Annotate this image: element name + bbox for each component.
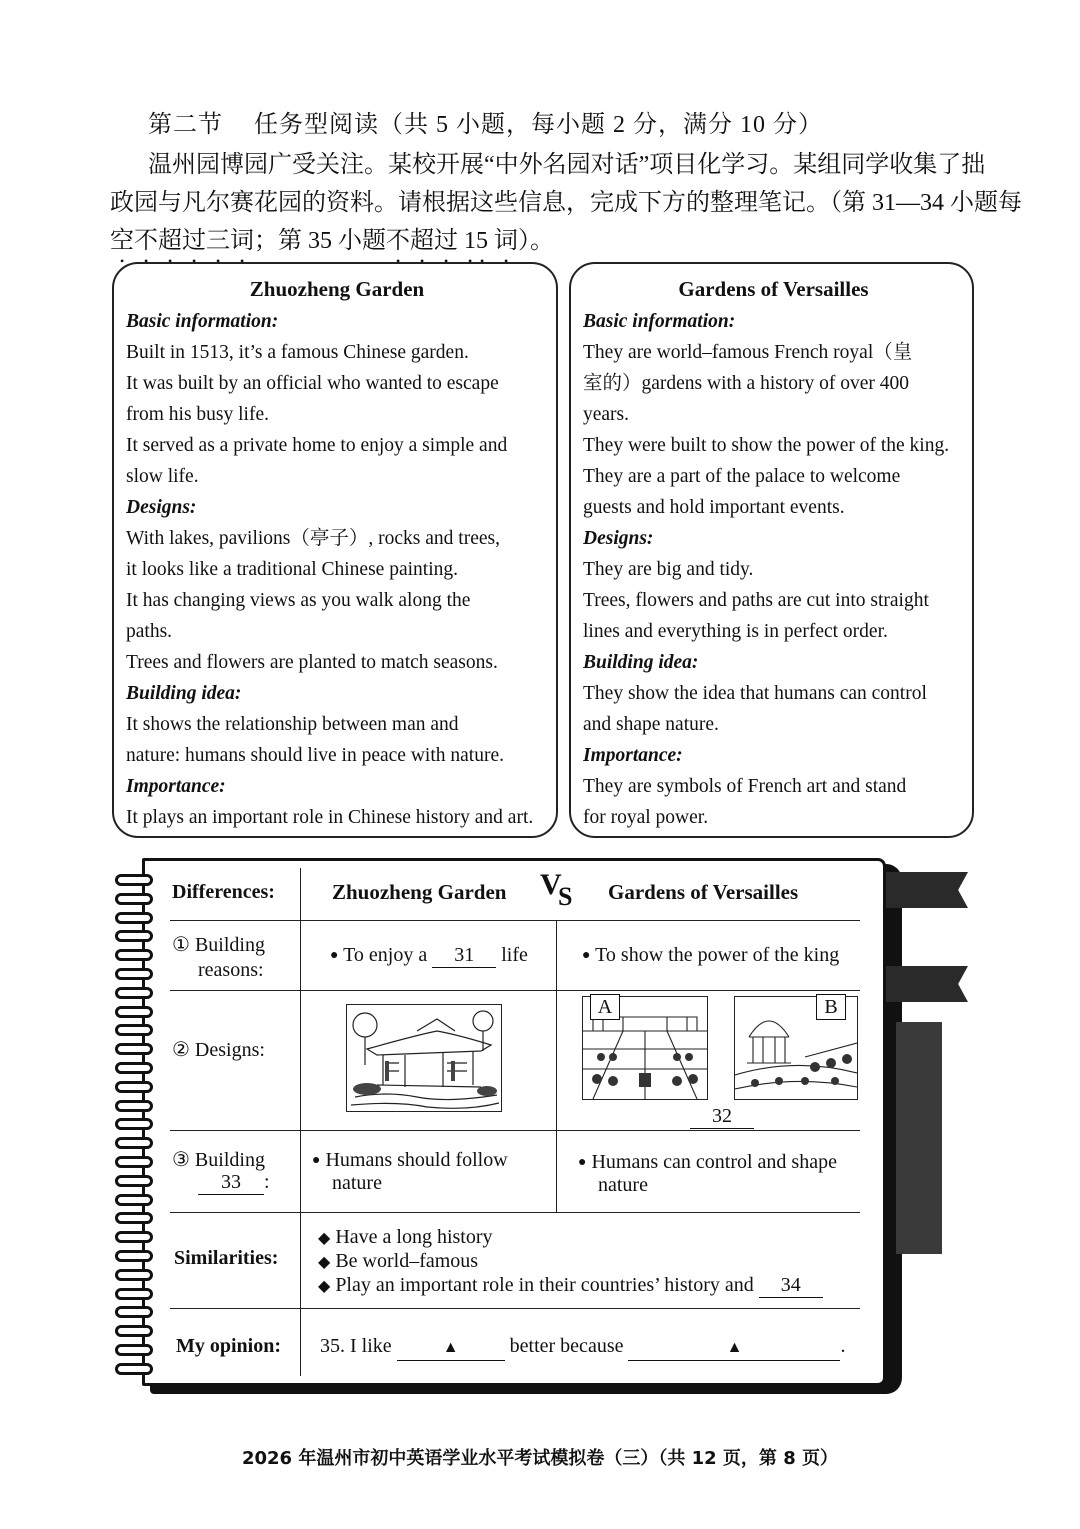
circled-number: ① [172,934,190,956]
page-footer: 2026 年温州市初中英语学业水平考试模拟卷（三）（共 12 页，第 8 页） [241,1448,838,1469]
instruction-mid: ；第 35 小题 [254,228,386,254]
similarity-text: Be world–famous [335,1250,479,1272]
blank-31[interactable]: 31 [432,943,496,968]
instruction-line-3 [110,220,554,268]
zhuozheng-idea: Humans should follow [325,1149,508,1171]
card-text-line: years. [583,404,630,425]
row2-label: ② Designs: [172,1039,265,1061]
bookmark-tab [886,872,968,908]
opinion-end: . [840,1335,846,1357]
pavilion-drawing [347,1005,501,1111]
diamond-bullet: ◆ [318,1254,331,1271]
card-text-line: for royal power. [583,807,709,828]
table-rule [170,1212,860,1213]
instruction-end: ）。 [518,228,554,254]
row3-zhuozheng-line2: nature [332,1172,382,1194]
spiral-ring [115,1306,153,1318]
similarities-label: Similarities: [174,1247,279,1269]
card-heading: Zhuozheng Garden [249,277,425,301]
similarity-text: Have a long history [335,1226,493,1248]
table-rule [170,1130,860,1131]
card-subheading: Building idea: [126,683,242,704]
diamond-bullet: ◆ [318,1230,331,1247]
bookmark-tab [896,1022,942,1254]
section-title [148,104,823,139]
spiral-ring [115,1118,153,1130]
spiral-ring [115,987,153,999]
column-versailles: Gardens of Versailles [608,880,799,904]
card-text-line: They are world–famous French royal（皇 [583,342,913,363]
differences-label: Differences: [172,881,275,903]
card-text-line: With lakes, pavilions（亭子）, rocks and trees, [126,528,500,549]
word-limit-emphasis-2: 不超过 15 词 [386,228,518,254]
card-text-line: They are big and tidy. [583,559,754,580]
spiral-ring [115,968,153,980]
card-body [583,306,964,833]
blank-33[interactable]: 33 [198,1170,264,1195]
similarity-item [318,1225,493,1251]
card-subheading: Designs: [583,528,654,549]
bullet: ● [578,1155,587,1170]
row3-versailles-line2: nature [598,1174,648,1196]
spiral-ring [115,1269,153,1281]
spiral-ring [115,1137,153,1149]
card-text-line: It has changing views as you walk along the [126,590,471,611]
spiral-ring [115,1006,153,1018]
row2-answer [690,1104,754,1129]
spiral-ring [115,1363,153,1375]
opinion-prefix: 35. I like [320,1335,392,1357]
word-limit-emphasis-1: 空不超过三词 [110,228,254,254]
spiral-ring [115,1288,153,1300]
vs-letter-v: V [540,868,562,901]
spiral-ring [115,949,153,961]
bookmark-tab [886,966,968,1002]
card-subheading: Building idea: [583,652,699,673]
blank-32[interactable]: 32 [690,1104,754,1129]
row3-versailles-line1 [578,1150,837,1175]
blank-35-choice[interactable]: ▲ [397,1336,505,1361]
opinion-label: My opinion: [176,1335,282,1357]
spiral-ring [115,1325,153,1337]
label-colon: : [264,1171,270,1193]
spiral-ring [115,1212,153,1224]
card-text-line: It served as a private home to enjoy a simple and [126,435,508,456]
spiral-ring [115,1194,153,1206]
row1-versailles-answer [582,943,839,968]
card-text-line: They were built to show the power of the king. [583,435,950,456]
spiral-ring [115,1081,153,1093]
bullet: ● [330,948,339,963]
spiral-ring [115,893,153,905]
row1-label-text: Building [194,934,265,956]
instruction-line-1: 温州园博园广受关注。某校开展“中外名园对话”项目化学习。某组同学收集了拙 [148,152,986,178]
table-rule [170,1308,860,1309]
card-text-line: They show the idea that humans can control [583,683,927,704]
card-text-line: They are a part of the palace to welcome [583,466,901,487]
row1-label-line1 [172,933,265,957]
spiral-ring [115,1024,153,1036]
table-rule [170,990,860,991]
card-text-line: guests and hold important events. [583,497,845,518]
spiral-ring [115,1062,153,1074]
table-rule [170,920,860,921]
row3-label-line2 [198,1170,270,1195]
card-text-line: lines and everything is in perfect order. [583,621,888,642]
spiral-ring [115,930,153,942]
spiral-ring [115,912,153,924]
spiral-ring [115,1100,153,1112]
bullet: ● [312,1153,321,1168]
row3-zhuozheng-line1 [312,1148,508,1173]
spiral-ring [115,1344,153,1356]
card-text-line: Trees and flowers are planted to match seasons. [126,652,498,673]
diamond-bullet: ◆ [318,1278,331,1295]
card-subheading: Importance: [583,745,683,766]
answer-prefix: To enjoy a [343,944,428,966]
image-b-label: B [816,994,846,1020]
card-text-line: 室的）gardens with a history of over 400 [583,373,910,394]
blank-34[interactable]: 34 [759,1273,823,1298]
card-text-line: Built in 1513, it’s a famous Chinese garden. [126,342,469,363]
similarity-item [318,1249,478,1275]
card-subheading: Basic information: [126,311,279,332]
opinion-sentence [320,1334,845,1361]
image-a-label: A [590,994,620,1020]
card-text-line: They are symbols of French art and stand [583,776,907,797]
zhuozheng-info-card [112,262,558,838]
similarity-item [318,1273,823,1299]
card-text-line: It plays an important role in Chinese history and art. [126,807,534,828]
spiral-ring [115,1156,153,1168]
section-number: 第二节 [148,112,223,138]
instruction-line-2: 政园与凡尔赛花园的资料。请根据这些信息，完成下方的整理笔记。（第 31—34 小题每 [110,190,1022,216]
card-subheading: Importance: [126,776,226,797]
card-text-line: Trees, flowers and paths are cut into straight [583,590,929,611]
table-divider [300,868,301,1376]
card-text-line: from his busy life. [126,404,269,425]
spiral-ring [115,1043,153,1055]
section-heading: 任务型阅读（共 5 小题，每小题 2 分，满分 10 分） [254,112,823,138]
card-text-line: slow life. [126,466,199,487]
versailles-info-card [569,262,974,838]
opinion-middle: better because [509,1335,624,1357]
card-heading: Gardens of Versailles [678,277,869,301]
table-divider [556,920,557,1212]
card-text-line: paths. [126,621,173,642]
vs-letter-s: S [558,882,573,911]
similarity-text: Play an important role in their countries’ history and [335,1274,754,1296]
card-text-line: nature: humans should live in peace with nature. [126,745,504,766]
card-text-line: It shows the relationship between man and [126,714,459,735]
spiral-ring [115,1175,153,1187]
column-zhuozheng: Zhuozheng Garden [332,880,507,904]
card-subheading: Basic information: [583,311,736,332]
card-subheading: Designs: [126,497,197,518]
spiral-ring [115,1250,153,1262]
versailles-idea: Humans can control and shape [591,1151,837,1173]
card-body [126,306,548,833]
blank-35-reason[interactable]: ▲ [628,1336,840,1361]
spiral-ring [115,1231,153,1243]
row3-label-line1: ③ Building [172,1149,265,1171]
versailles-reason: To show the power of the king [595,944,840,966]
row1-label-line2: reasons: [198,959,264,981]
card-text-line: it looks like a traditional Chinese painting. [126,559,458,580]
card-text-line: It was built by an official who wanted to escape [126,373,499,394]
answer-suffix: life [501,944,528,966]
chinese-pavilion-image [346,1004,502,1112]
bullet: ● [582,948,591,963]
card-text-line: and shape nature. [583,714,719,735]
row1-zhuozheng-answer [330,943,528,968]
spiral-ring [115,874,153,886]
